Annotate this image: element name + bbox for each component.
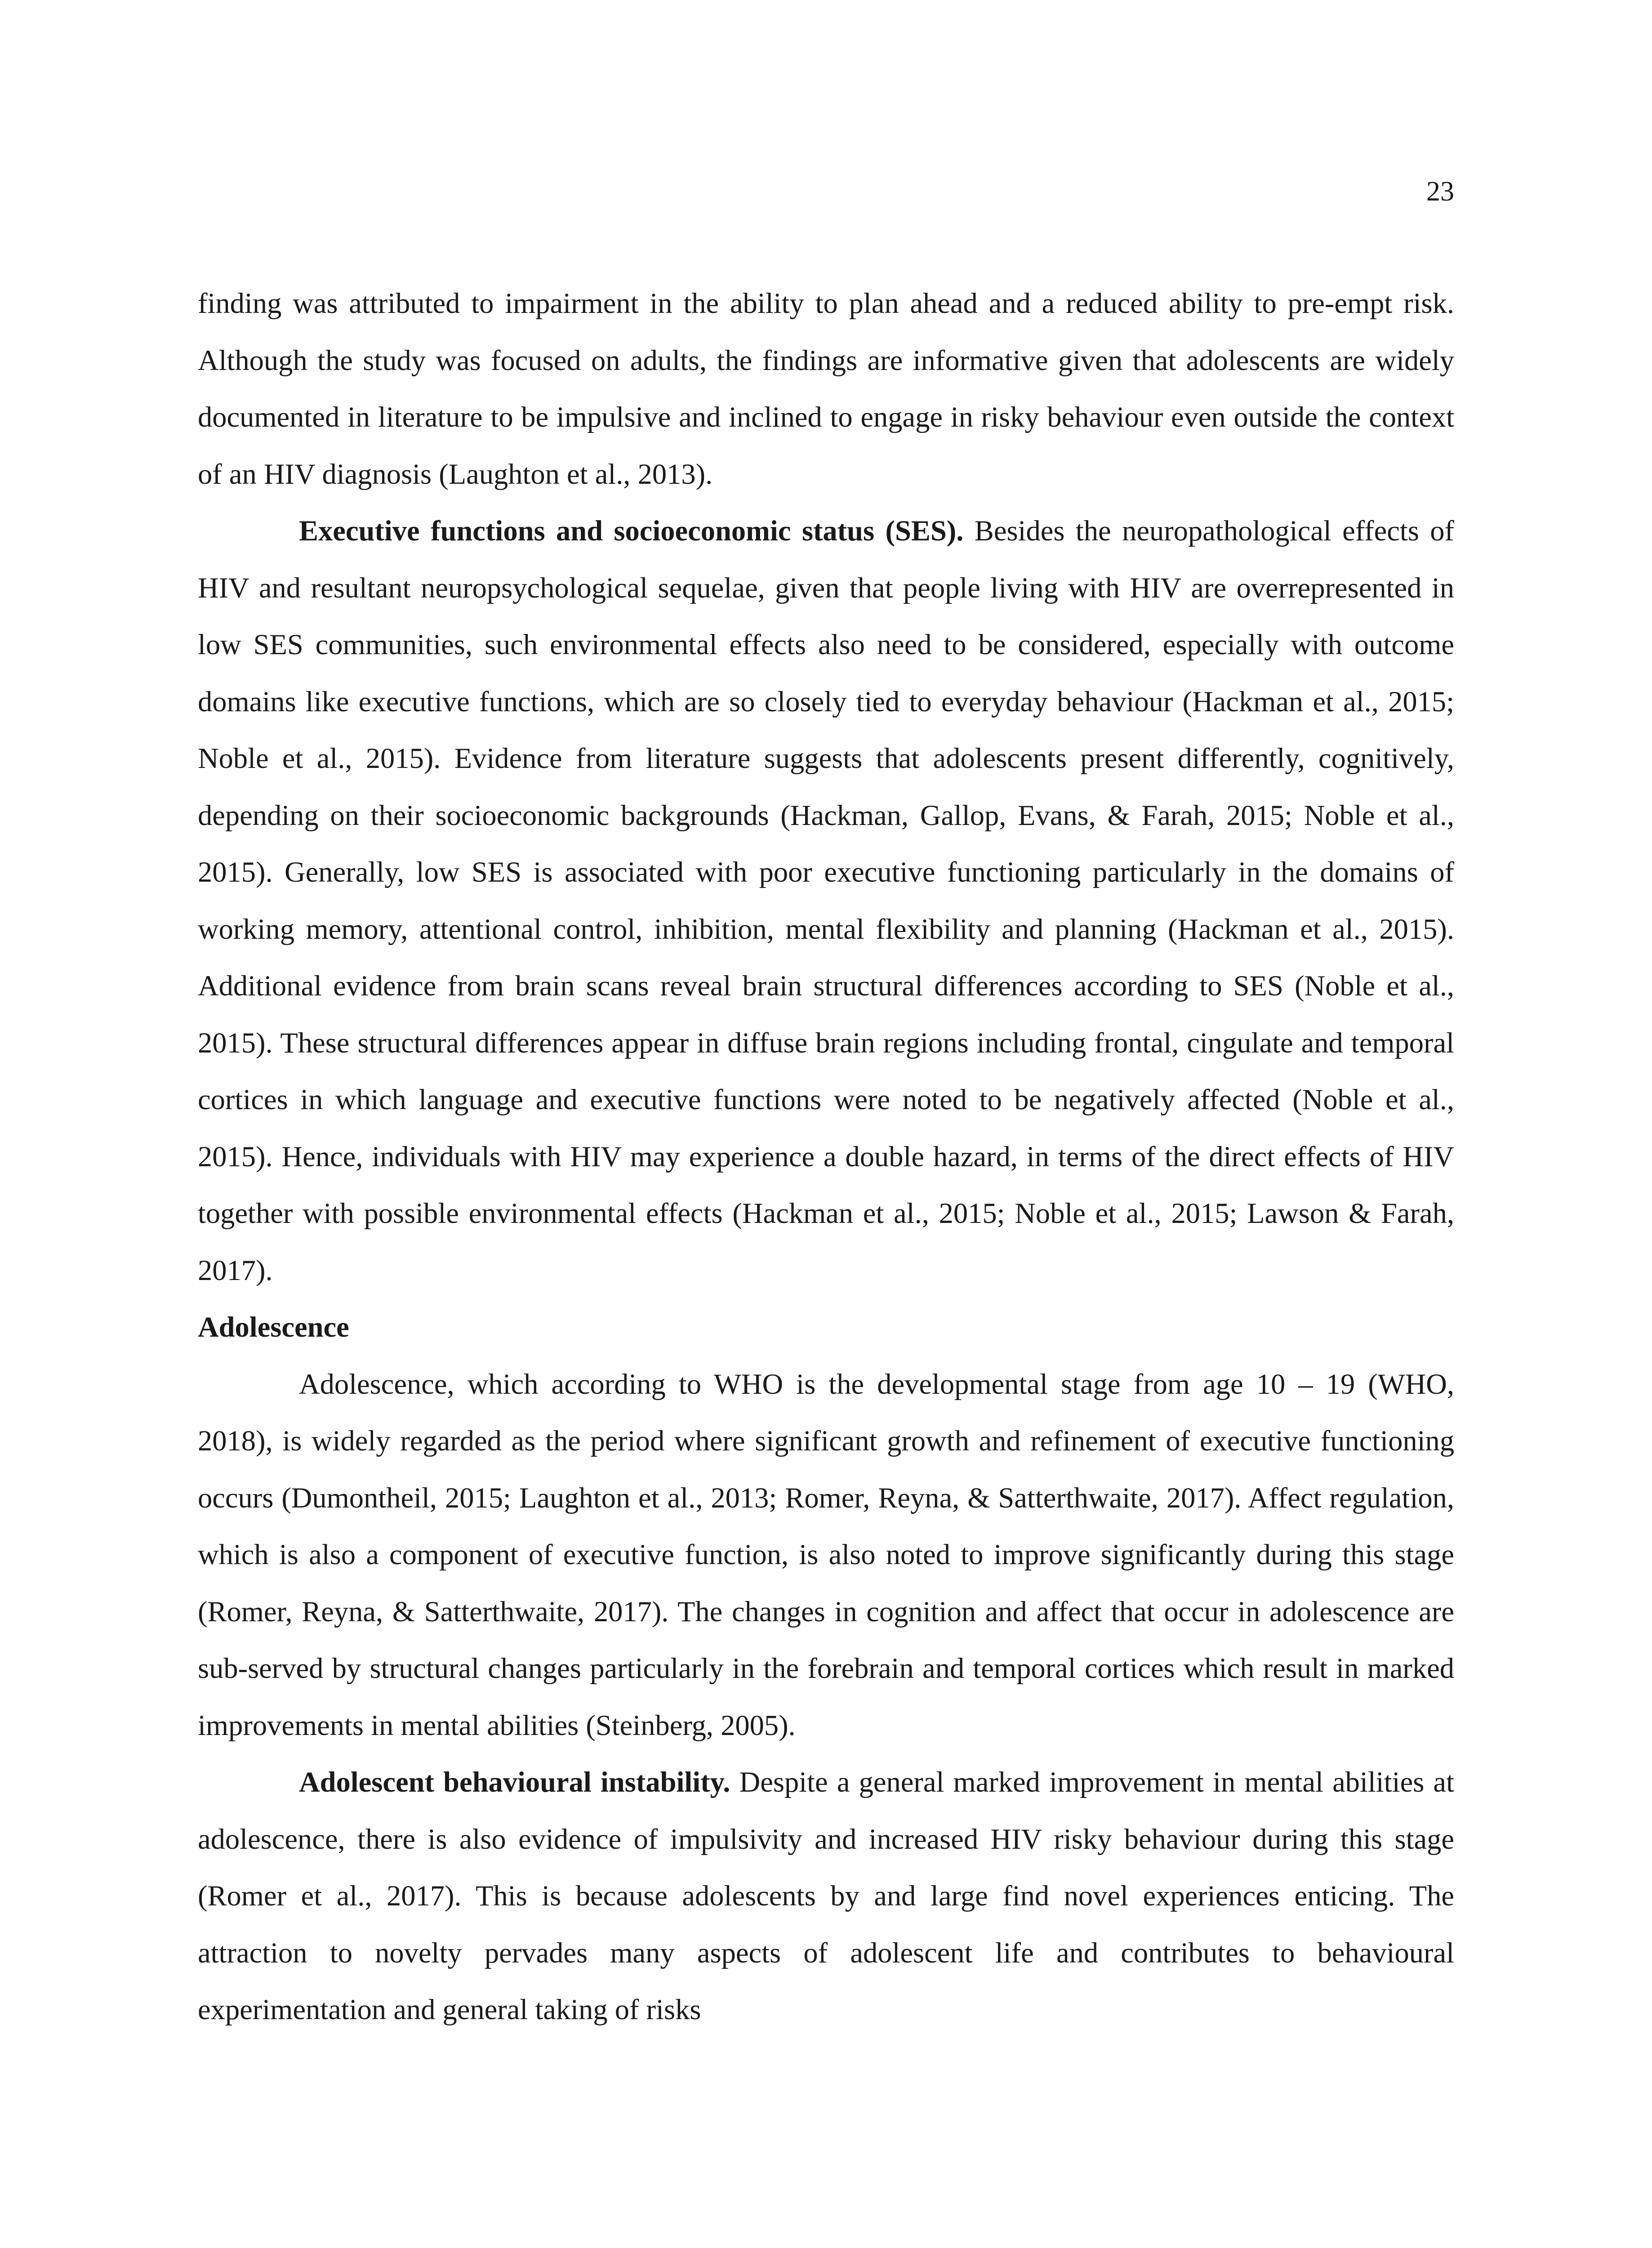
paragraph-instability-text: Despite a general marked improvement in mental abilities at adolescence, there is also evidence of impulsivity and increased HIV risky behaviour during this stage (Romer et al., 2017). This is because adolescents by and large find novel experiences enticing. The attraction to novelty pervades many aspects of adolescent life and contributes to behavioural experimentation and general taking of risks bbox=[198, 1766, 1454, 2025]
paragraph-continuation: finding was attributed to impairment in the ability to plan ahead and a reduced ability to pre-empt risk. Although the study was focused on adults, the findings are informative given that adolescents are widely documented in literature to be impulsive and inclined to engage in risky behaviour even outside the context of an HIV diagnosis (Laughton et al., 2013). bbox=[198, 287, 1454, 490]
paragraph-adolescence: Adolescence, which according to WHO is the developmental stage from age 10 – 19 (WHO, 2018), is widely regarded as the period where significant growth and refinement of executive functioning occurs (Dumontheil, 2015; Laughton et al., 2013; Romer, Reyna, & Satterthwaite, 2017). Affect regulation, which is also a component of executive function, is also noted to improve significantly during this stage (Romer, Reyna, & Satterthwaite, 2017). The changes in cognition and affect that occur in adolescence are sub-served by structural changes particularly in the forebrain and temporal cortices which result in marked improvements in mental abilities (Steinberg, 2005). bbox=[198, 1368, 1454, 1741]
section-heading-adolescence: Adolescence bbox=[198, 1311, 349, 1343]
page-number: 23 bbox=[1426, 176, 1454, 207]
paragraph-ses bbox=[198, 503, 1454, 1299]
run-in-heading-ses: Executive functions and socioeconomic status (SES). bbox=[299, 515, 964, 547]
paragraph-ses-text: Besides the neuropathological effects of HIV and resultant neuropsychological sequelae, given that people living with HIV are overrepresented in low SES communities, such environmental effects also need to be considered, especially with outcome domains like executive functions, which are so closely tied to everyday behaviour (Hackman et al., 2015; Noble et al., 2015). Evidence from literature suggests that adolescents present differently, cognitively, depending on their socioeconomic backgrounds (Hackman, Gallop, Evans, & Farah, 2015; Noble et al., 2015). Generally, low SES is associated with poor executive functioning particularly in the domains of working memory, attentional control, inhibition, mental flexibility and planning (Hackman et al., 2015). Additional evidence from brain scans reveal brain structural differences according to SES (Noble et al., 2015). These structural differences appear in diffuse brain regions including frontal, cingulate and temporal cortices in which language and executive functions were noted to be negatively affected (Noble et al., 2015). Hence, individuals with HIV may experience a double hazard, in terms of the direct effects of HIV together with possible environmental effects (Hackman et al., 2015; Noble et al., 2015; Lawson & Farah, 2017). bbox=[198, 515, 1454, 1286]
document-body bbox=[198, 275, 1454, 2038]
run-in-heading-instability: Adolescent behavioural instability. bbox=[299, 1766, 730, 1798]
paragraph-instability bbox=[198, 1754, 1454, 2038]
